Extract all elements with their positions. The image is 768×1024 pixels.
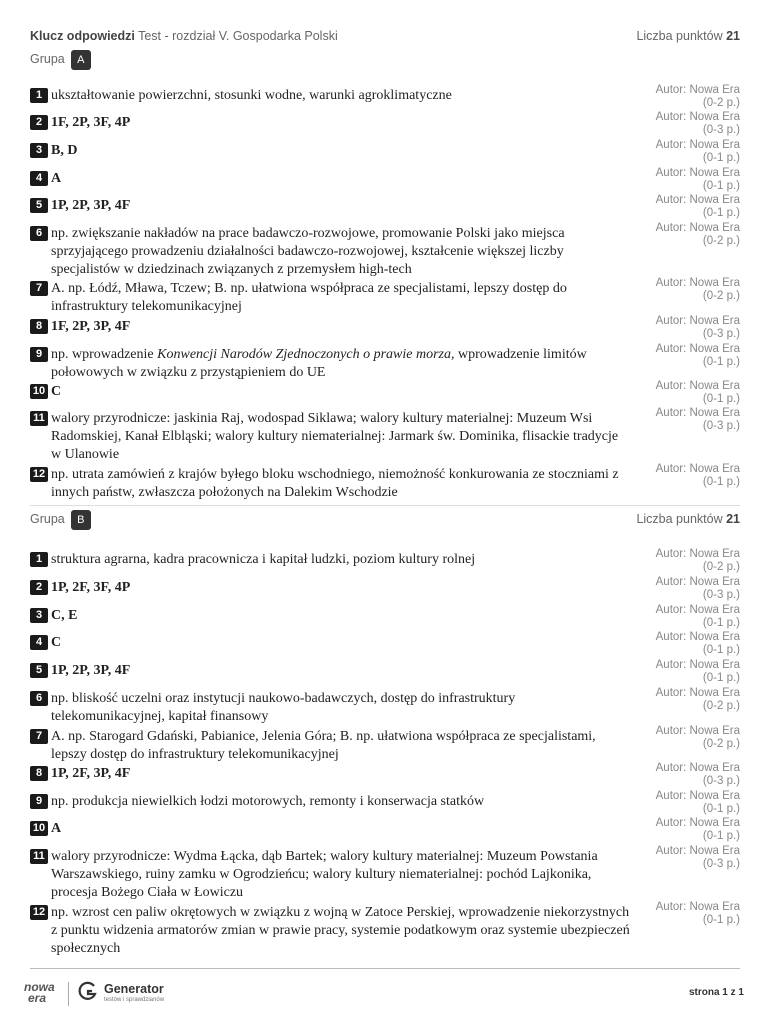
group-label: Grupa <box>30 512 65 526</box>
points-range: (0-2 p.) <box>702 290 740 302</box>
author-label: Autor: Nowa Era <box>655 343 740 355</box>
points-range: (0-1 p.) <box>702 672 740 684</box>
answer-text: walory przyrodnicze: jaskinia Raj, wodospad Siklawa; walory kultury materialnej: Muzeum Wsi Radomskiej, Kanał Elbląski; walory kultury niematerialnej: Jarmark św. Dominika, flisackie tradycje w Ulanowie <box>51 411 619 462</box>
generator-subtitle: testów i sprawdzianów <box>104 997 165 1003</box>
answer-text: C, E <box>51 608 78 623</box>
nowa-era-logo: nowa era <box>24 980 55 1005</box>
answer-meta <box>656 576 740 602</box>
answer-meta <box>656 380 740 406</box>
question-number-badge: 11 <box>30 849 48 864</box>
answer-meta <box>656 901 740 927</box>
author-label: Autor: Nowa Era <box>655 380 740 392</box>
author-label: Autor: Nowa Era <box>655 817 740 829</box>
answer-text: A. np. Łódź, Mława, Tczew; B. np. ułatwiona współpraca ze specjalistami, lepszy dostęp do infrastruktury telekomunikacyjnej <box>51 281 567 314</box>
author-label: Autor: Nowa Era <box>655 277 740 289</box>
points-range: (0-1 p.) <box>702 644 740 656</box>
author-label: Autor: Nowa Era <box>655 407 740 419</box>
points-range: (0-1 p.) <box>702 476 740 488</box>
question-number-badge: 8 <box>30 766 48 781</box>
answer-text: 1P, 2F, 3F, 4P <box>51 580 131 595</box>
answer-text: B, D <box>51 143 78 158</box>
author-label: Autor: Nowa Era <box>655 576 740 588</box>
question-number-badge: 2 <box>30 580 48 595</box>
question-number-badge: 6 <box>30 691 48 706</box>
author-label: Autor: Nowa Era <box>655 762 740 774</box>
group-a-header <box>30 50 740 70</box>
answer-text: A <box>51 821 62 836</box>
author-label: Autor: Nowa Era <box>655 222 740 234</box>
points-range: (0-3 p.) <box>702 328 740 340</box>
points-range: (0-3 p.) <box>702 589 740 601</box>
group-points: Liczba punktów 21 <box>636 512 740 526</box>
answer-text: 1P, 2P, 3P, 4F <box>51 198 131 213</box>
author-label: Autor: Nowa Era <box>655 315 740 327</box>
answer-meta <box>656 631 740 657</box>
points-range: (0-3 p.) <box>702 775 740 787</box>
question-number-badge: 11 <box>30 411 48 426</box>
answer-meta <box>656 111 740 137</box>
answer-meta <box>656 315 740 341</box>
question-number-badge: 9 <box>30 347 48 362</box>
question-number-badge: 2 <box>30 115 48 130</box>
answer-text: A <box>51 171 62 186</box>
answer-meta <box>656 139 740 165</box>
author-label: Autor: Nowa Era <box>655 139 740 151</box>
author-label: Autor: Nowa Era <box>655 463 740 475</box>
question-number-badge: 10 <box>30 384 48 399</box>
points-range: (0-3 p.) <box>702 420 740 432</box>
title-bold: Klucz odpowiedzi <box>30 29 135 43</box>
question-number-badge: 9 <box>30 794 48 809</box>
answer-text: C <box>51 635 62 650</box>
answer-text: np. wprowadzenie Konwencji Narodów Zjednoczonych o prawie morza, wprowadzenie limitów połowowych w związku z przystąpieniem do UE <box>51 347 587 380</box>
answer-meta <box>656 659 740 685</box>
answer-text: struktura agrarna, kadra pracownicza i kapitał ludzki, poziom kultury rolnej <box>51 552 476 567</box>
points-range: (0-3 p.) <box>702 124 740 136</box>
group-label: Grupa <box>30 52 65 66</box>
answer-meta <box>656 845 740 871</box>
footer-divider <box>30 968 740 969</box>
answer-meta <box>656 604 740 630</box>
question-number-badge: 1 <box>30 552 48 567</box>
answer-meta <box>656 222 740 248</box>
points-range: (0-2 p.) <box>702 700 740 712</box>
question-number-badge: 3 <box>30 608 48 623</box>
points-range: (0-2 p.) <box>702 97 740 109</box>
question-number-badge: 7 <box>30 281 48 296</box>
question-number-badge: 10 <box>30 821 48 836</box>
points-range: (0-2 p.) <box>702 738 740 750</box>
points-range: (0-2 p.) <box>702 235 740 247</box>
group-badge: B <box>71 510 91 530</box>
author-label: Autor: Nowa Era <box>655 631 740 643</box>
answer-meta <box>656 167 740 193</box>
points-range: (0-1 p.) <box>702 803 740 815</box>
question-number-badge: 5 <box>30 663 48 678</box>
document-header <box>30 29 740 43</box>
page-number: strona 1 z 1 <box>688 987 744 998</box>
question-number-badge: 5 <box>30 198 48 213</box>
answer-text: np. wzrost cen paliw okrętowych w związku z wojną w Zatoce Perskiej, wprowadzenie niekorzystnych z punktu widzenia armatorów zmian w prawie pracy, systemie podatkowym oraz systemie ubezpieczeń społecznych <box>51 905 630 956</box>
author-label: Autor: Nowa Era <box>655 687 740 699</box>
answer-meta <box>656 790 740 816</box>
group-badge: A <box>71 50 91 70</box>
header-points: Liczba punktów 21 <box>636 29 740 43</box>
answer-text: ukształtowanie powierzchni, stosunki wodne, warunki agroklimatyczne <box>51 88 452 103</box>
answer-meta <box>656 194 740 220</box>
points-range: (0-1 p.) <box>702 356 740 368</box>
answer-meta <box>656 548 740 574</box>
author-label: Autor: Nowa Era <box>655 548 740 560</box>
points-range: (0-1 p.) <box>702 914 740 926</box>
group-b-header <box>30 510 740 530</box>
points-range: (0-1 p.) <box>702 617 740 629</box>
answer-meta <box>656 84 740 110</box>
author-label: Autor: Nowa Era <box>655 790 740 802</box>
answer-meta <box>656 277 740 303</box>
answer-meta <box>656 407 740 433</box>
question-number-badge: 12 <box>30 905 48 920</box>
points-range: (0-1 p.) <box>702 152 740 164</box>
question-number-badge: 4 <box>30 635 48 650</box>
points-range: (0-3 p.) <box>702 858 740 870</box>
author-label: Autor: Nowa Era <box>655 111 740 123</box>
answer-text: np. utrata zamówień z krajów byłego bloku wschodniego, niemożność konkurowania ze stoczniami z innych państw, zwłaszcza położonych na Dalekim Wschodzie <box>51 467 619 500</box>
points-range: (0-1 p.) <box>702 207 740 219</box>
points-range: (0-1 p.) <box>702 393 740 405</box>
author-label: Autor: Nowa Era <box>655 845 740 857</box>
answer-text: walory przyrodnicze: Wydma Łącka, dąb Bartek; walory kultury materialnej: Muzeum Powstania Warszawskiego, ruiny zamku w Ogrodzieńcu; walory kultury niematerialnej: pochód Lajkonika, procesja Bożego Ciała w Łowiczu <box>51 849 598 900</box>
logo-divider <box>68 982 69 1006</box>
points-range: (0-1 p.) <box>702 180 740 192</box>
question-number-badge: 12 <box>30 467 48 482</box>
question-number-badge: 6 <box>30 226 48 241</box>
generator-label: Generator <box>104 982 164 996</box>
answer-meta <box>656 817 740 843</box>
answer-text: 1F, 2P, 3F, 4P <box>51 115 131 130</box>
answer-text: np. bliskość uczelni oraz instytucji naukowo-badawczych, dostęp do infrastruktury telekomunikacyjnej, kapitał finansowy <box>51 691 516 724</box>
question-number-badge: 1 <box>30 88 48 103</box>
question-number-badge: 4 <box>30 171 48 186</box>
author-label: Autor: Nowa Era <box>655 194 740 206</box>
title-rest: Test - rozdział V. Gospodarka Polski <box>138 29 338 43</box>
author-label: Autor: Nowa Era <box>655 725 740 737</box>
author-label: Autor: Nowa Era <box>655 604 740 616</box>
answer-text: C <box>51 384 62 399</box>
question-number-badge: 7 <box>30 729 48 744</box>
answer-text: np. produkcja niewielkich łodzi motorowych, remonty i konserwacja statków <box>51 794 485 809</box>
question-number-badge: 3 <box>30 143 48 158</box>
author-label: Autor: Nowa Era <box>655 167 740 179</box>
answer-text: 1F, 2P, 3P, 4F <box>51 319 131 334</box>
answer-text: np. zwiększanie nakładów na prace badawczo-rozwojowe, promowanie Polski jako miejsca sprzyjającego prowadzeniu działalności badawczo-rozwojowej, kształcenie większej liczby specjalistów w dziedzinach związanych z przemysłem high-tech <box>51 226 565 277</box>
answer-text: 1P, 2P, 3P, 4F <box>51 663 131 678</box>
answer-meta <box>656 687 740 713</box>
generator-logo-icon <box>78 981 98 1001</box>
answer-text: 1P, 2F, 3P, 4F <box>51 766 131 781</box>
author-label: Autor: Nowa Era <box>655 659 740 671</box>
answer-text: A. np. Starogard Gdański, Pabianice, Jelenia Góra; B. np. ułatwiona współpraca ze specjalistami, lepszy dostęp do infrastruktury telekomunikacyjnej <box>51 729 596 762</box>
author-label: Autor: Nowa Era <box>655 901 740 913</box>
answer-meta <box>656 463 740 489</box>
group-divider <box>30 505 740 506</box>
points-range: (0-1 p.) <box>702 830 740 842</box>
question-number-badge: 8 <box>30 319 48 334</box>
author-label: Autor: Nowa Era <box>655 84 740 96</box>
points-range: (0-2 p.) <box>702 561 740 573</box>
answer-meta <box>656 725 740 751</box>
answer-meta <box>656 343 740 369</box>
answer-meta <box>656 762 740 788</box>
